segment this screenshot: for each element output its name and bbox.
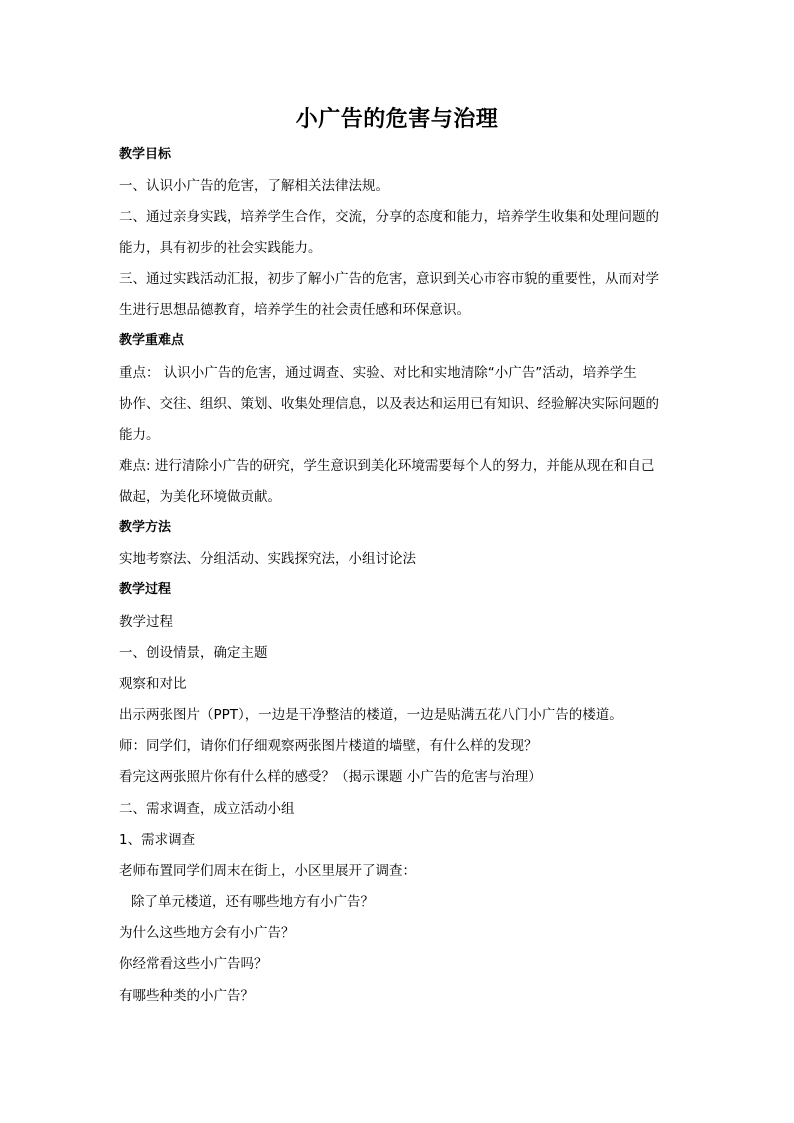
heading-teaching-methods: 教学方法 — [119, 520, 172, 535]
teacher-question: 师：同学们，请你们仔细观察两张图片楼道的墙壁，有什么样的发现？ — [119, 738, 538, 754]
show-pictures-text: 出示两张图片（PPT），一边是干净整洁的楼道，一边是贴满五花八门小广告的楼道。 — [119, 707, 623, 723]
step-2-heading: 二、需求调查，成立活动小组 — [119, 801, 295, 817]
key-point-line-1: 重点： 认识小广告的危害，通过调查、实验、对比和实地清除“小广告”活动，培养学生 — [119, 365, 637, 381]
goal-1: 一、认识小广告的危害，了解相关法律法规。 — [119, 178, 389, 194]
heading-teaching-process: 教学过程 — [119, 582, 172, 597]
survey-intro: 老师布置同学们周末在街上，小区里展开了调查： — [119, 863, 416, 879]
survey-heading: 1、需求调查 — [119, 832, 196, 848]
heading-teaching-goals: 教学目标 — [119, 147, 172, 162]
feeling-question: 看完这两张照片你有什么样的感受？（揭示课题 小广告的危害与治理） — [119, 769, 542, 785]
goal-2-line-1: 二、通过亲身实践，培养学生合作，交流，分享的态度和能力，培养学生收集和处理问题的 — [119, 209, 659, 225]
step-1-heading: 一、创设情景，确定主题 — [119, 645, 268, 661]
goal-3-line-1: 三、通过实践活动汇报，初步了解小广告的危害，意识到关心市容市貌的重要性，从而对学 — [119, 271, 659, 287]
difficult-point-line-1: 难点: 进行清除小广告的研究，学生意识到美化环境需要每个人的努力，并能从现在和自己 — [119, 458, 655, 474]
survey-question-4: 有哪些种类的小广告？ — [119, 988, 254, 1004]
methods-text: 实地考察法、分组活动、实践探究法，小组讨论法 — [119, 551, 416, 567]
key-point-line-3: 能力。 — [119, 427, 160, 443]
difficult-point-line-2: 做起，为美化环境做贡献。 — [119, 489, 281, 505]
survey-question-2: 为什么这些地方会有小广告？ — [119, 925, 295, 941]
page-title: 小广告的危害与治理 — [295, 107, 499, 132]
survey-question-3: 你经常看这些小广告吗？ — [119, 956, 268, 972]
survey-question-1: 除了单元楼道，还有哪些地方有小广告？ — [131, 894, 374, 910]
key-point-line-2: 协作、交往、组织、策划、收集处理信息，以及表达和运用已有知识、经验解决实际问题的 — [119, 396, 659, 412]
process-subheading: 教学过程 — [119, 614, 173, 630]
goal-3-line-2: 生进行思想品德教育，培养学生的社会责任感和环保意识。 — [119, 302, 470, 318]
observe-compare: 观察和对比 — [119, 676, 187, 692]
heading-key-difficult-points: 教学重难点 — [119, 333, 185, 348]
goal-2-line-2: 能力，具有初步的社会实践能力。 — [119, 240, 322, 256]
